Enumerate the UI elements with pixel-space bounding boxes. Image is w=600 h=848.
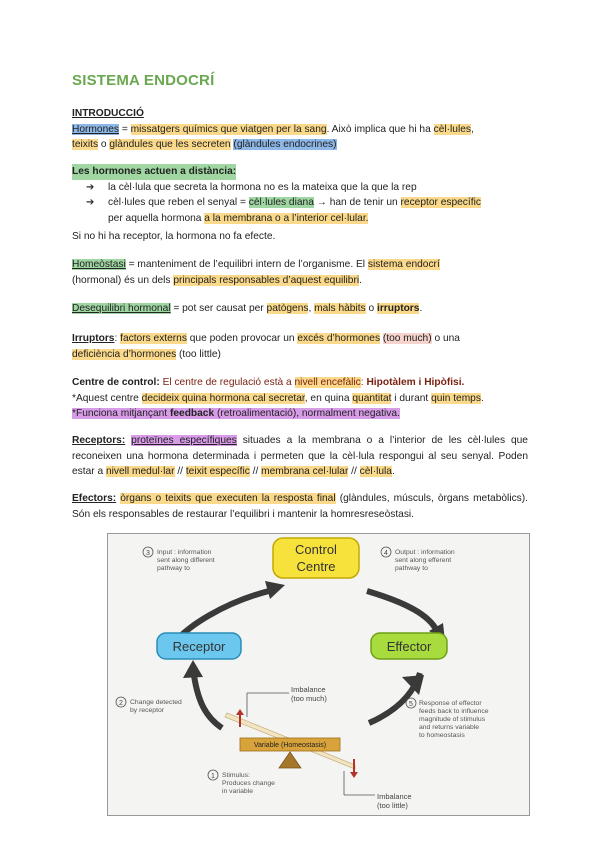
distance-heading: Les hormones actuen a distància: (72, 164, 236, 180)
text: o (365, 303, 377, 314)
text: situades a la membrana o a l’interior de les cèl·lules que reconeixen una hormona determinada i permeten que la cèl·lula respongui al seu senyal. Poden estar a (72, 435, 528, 478)
text: // (249, 466, 262, 478)
text: , (470, 123, 474, 135)
highlight-cellula: cèl·lula (359, 466, 392, 478)
response-line4: and returns variable (419, 724, 480, 731)
highlight-glandules: glàndules que les secreten (109, 139, 231, 151)
highlight-proteines: proteïnes específiques (131, 435, 237, 446)
feedback: feedback (169, 408, 215, 420)
control-label: Control (295, 542, 337, 557)
page-title: SISTEMA ENDOCRÍ (72, 72, 215, 89)
imbalance-little-line2: (too little) (377, 801, 408, 810)
distance-section (72, 164, 528, 245)
text: = pot ser causat per (170, 303, 267, 314)
homeostasi-section (72, 257, 528, 288)
text: o una (431, 333, 460, 344)
text: . (359, 274, 362, 286)
highlight-too-much: (too much) (382, 333, 432, 344)
highlight-decideix: decideix quina hormona cal secretar (141, 392, 305, 404)
text: El centre de regulació està a (159, 377, 295, 388)
centre-section (72, 375, 528, 422)
highlight-teixits: teixits (72, 139, 99, 151)
response-line3: magnitude of stimulus (419, 716, 486, 723)
intro-heading: INTRODUCCIÓ (72, 108, 144, 119)
highlight-receptor: receptor específic (400, 197, 481, 209)
input-line1: Input : information (157, 549, 212, 556)
text: . (391, 466, 395, 478)
imbalance-little-line1: Imbalance (377, 792, 412, 801)
feedback-loop-diagram (107, 533, 530, 816)
text: (retroalimentació), normalment negativa. (214, 408, 400, 420)
text: o (98, 139, 110, 151)
receptors-section (72, 433, 528, 480)
highlight-glandules-endocrines: (glàndules endocrines) (233, 139, 337, 151)
text: = (119, 123, 131, 135)
text: . Això implica que hi ha (326, 123, 434, 135)
stimulus-line1: Stimulus: (222, 772, 250, 779)
text: que poden provocar un (186, 333, 298, 344)
note-text: Si no hi ha receptor, la hormona no fa efecte. (72, 231, 276, 243)
text: . (419, 303, 423, 314)
stimulus-line3: in variable (222, 788, 253, 795)
output-line1: Output : information (395, 549, 455, 556)
highlight-mals: mals hàbits (314, 303, 366, 314)
change-line1: Change detected (130, 699, 182, 706)
step-5-number: 5 (409, 701, 413, 708)
list-item (86, 195, 528, 226)
variable-label: Variable (Homeostasis) (253, 742, 327, 749)
step-3-number: 3 (146, 550, 150, 557)
arrow-icon: ➔ (86, 197, 95, 209)
text: (too little) (176, 348, 221, 360)
text: per aquella hormona (108, 212, 205, 224)
highlight-principals: principals responsables d’aquest equilibri (173, 274, 360, 286)
centre-label: Centre (296, 559, 336, 574)
step-2-number: 2 (119, 700, 123, 707)
highlight-organs: òrgans o teixits que executen la resposta final (120, 493, 336, 504)
highlight-irruptors: irruptors (376, 303, 420, 314)
highlight-sistema: sistema endocrí (367, 259, 440, 270)
text: i durant (391, 392, 432, 404)
highlight-membrana-cel: membrana cel·lular (261, 466, 349, 478)
text: // (348, 466, 360, 478)
term-receptors: Receptors: (72, 435, 126, 446)
text: , (308, 303, 315, 314)
text: = manteniment de l’equilibri intern de l’organisme. El (125, 259, 368, 270)
list-item (86, 180, 528, 196)
stimulus-line2: Produces change (222, 780, 275, 787)
text: (hormonal) és un dels (72, 274, 174, 286)
highlight-patogens: patògens (266, 303, 309, 314)
text: : (360, 377, 367, 388)
output-line3: pathway to (395, 565, 428, 572)
imbalance-much-line2: (too much) (291, 694, 327, 703)
effector-label: Effector (386, 639, 432, 654)
text: . (480, 392, 484, 404)
response-line5: to homeostasis (419, 732, 465, 739)
arrow-icon: ➔ (86, 181, 95, 193)
text: cèl·lules que reben el senyal = (108, 197, 249, 209)
text: // (174, 466, 186, 478)
desequilibri-section (72, 301, 528, 317)
response-line2: feeds back to influence (419, 708, 489, 715)
highlight-quantitat: quantitat (352, 392, 392, 404)
highlight-cellules-diana: cèl·lules diana (248, 197, 314, 209)
intro-section (72, 106, 528, 153)
highlight-factors: factors externs (120, 333, 187, 344)
highlight-cellules: cèl·lules (433, 123, 471, 135)
term-irruptors: Irruptors (72, 333, 115, 344)
highlight-deficiencia: deficiència d’hormones (72, 348, 177, 360)
imbalance-much-line1: Imbalance (291, 685, 326, 694)
highlight-medul: nivell medul·lar (105, 466, 175, 478)
text: → han de tenir un (313, 197, 401, 209)
text: (glàndules, músculs, òrgans metabòlics). Són els responsables de restaurar l’equilibri i mantenir la homresreseòstasi. (72, 493, 528, 520)
text: , en quina (304, 392, 353, 404)
text: : (114, 333, 121, 344)
effectors-section (72, 491, 528, 522)
text: *Funciona mitjançant (72, 408, 170, 420)
highlight-exces: excés d’hormones (297, 333, 381, 344)
text: la cèl·lula que secreta la hormona no es la mateixa que la que la rep (108, 181, 417, 193)
change-line2: by receptor (130, 707, 165, 714)
input-line2: sent along different (157, 557, 215, 564)
text: *Aquest centre (72, 392, 142, 404)
highlight-teixit: teixit específic (185, 466, 250, 478)
response-line1: Response of effector (419, 700, 482, 707)
step-4-number: 4 (384, 550, 388, 557)
highlight-membrana: a la membrana o a l’interior cel·lular. (204, 212, 369, 224)
output-line2: sent along efferent (395, 557, 452, 564)
hipotalem: Hipotàlem i Hipòfisi. (366, 377, 465, 388)
highlight-nivell: nivell encefàlic (294, 377, 361, 388)
term-centre: Centre de control: (72, 377, 160, 388)
term-efectors: Efectors: (72, 493, 117, 504)
distance-list (72, 180, 528, 227)
term-desequilibri: Desequilibri hormonal (72, 303, 171, 314)
highlight-missatgers: missatgers químics que viatgen per la sang (130, 123, 327, 135)
step-1-number: 1 (211, 773, 215, 780)
receptor-label: Receptor (172, 639, 226, 654)
irruptors-section (72, 331, 528, 362)
input-line3: pathway to (157, 565, 190, 572)
highlight-quin-temps: quin temps (431, 392, 481, 404)
term-homeostasi: Homeòstasi (72, 259, 126, 270)
term-hormones: Hormones (72, 123, 119, 135)
